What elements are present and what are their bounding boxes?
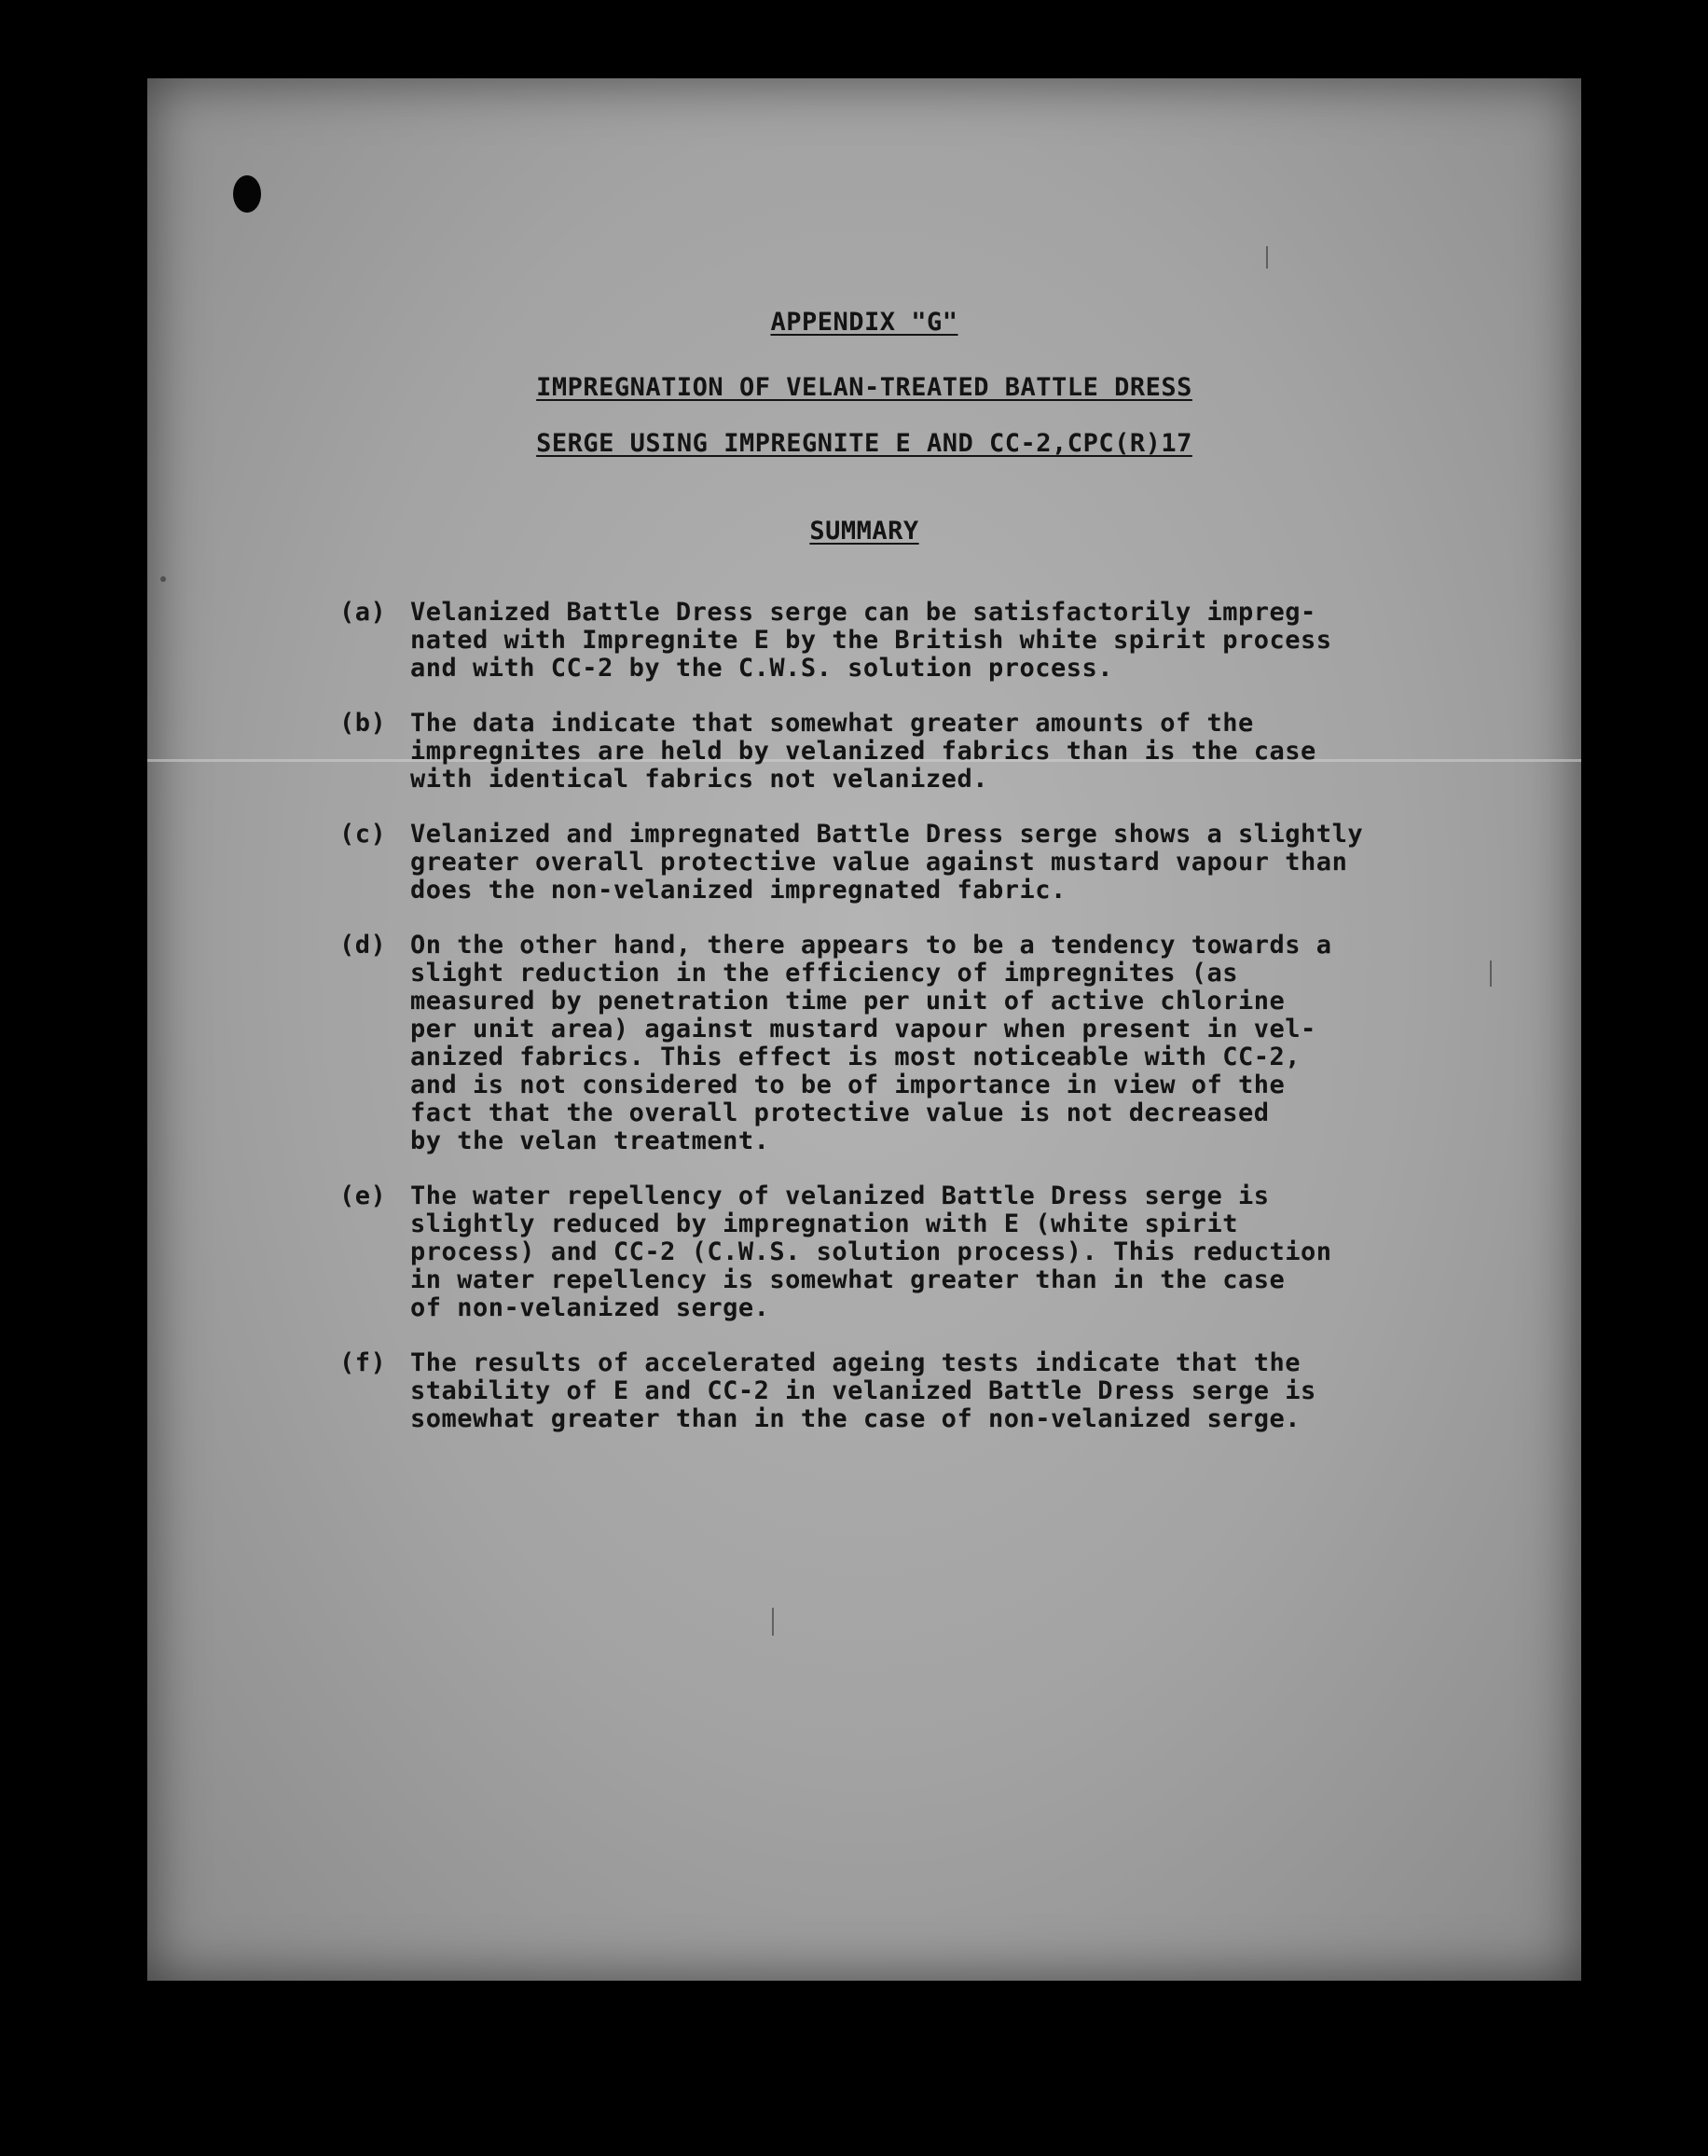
title-line-1: IMPREGNATION OF VELAN-TREATED BATTLE DRESS — [536, 373, 1192, 402]
item-label: (d) — [339, 931, 387, 960]
summary-heading: SUMMARY — [809, 517, 919, 546]
item-text: On the other hand, there appears to be a tendency towards a slight reduction in the efficiency of impregnites (as measured by penetration time per unit of active chlorine per unit area) against mustard vapour when present in vel- anized fabrics. This effect is most noticeable with CC-2, and is not considered to be of importance in view of the fact that the overall protective value is not decreased by the velan treatment. — [410, 931, 1332, 1155]
scan-mark — [160, 576, 166, 582]
item-label: (c) — [339, 820, 387, 849]
document-page — [147, 78, 1581, 1981]
item-label: (e) — [339, 1182, 387, 1210]
scan-mark — [772, 1608, 774, 1636]
punch-hole — [233, 175, 261, 213]
item-text: The data indicate that somewhat greater amounts of the impregnites are held by velanized fabrics than is the case with identical fabrics not velanized. — [410, 709, 1316, 794]
item-label: (f) — [339, 1348, 387, 1377]
item-text: Velanized Battle Dress serge can be satisfactorily impreg- nated with Impregnite E by the British white spirit process and with CC-2 by the C.W.S. solution process. — [410, 598, 1332, 683]
summary-list — [339, 599, 1626, 1460]
list-item — [339, 1182, 1626, 1322]
list-item — [339, 599, 1626, 683]
item-label: (b) — [339, 709, 387, 738]
item-text: Velanized and impregnated Battle Dress serge shows a slightly greater overall protective value against mustard vapour than does the non-velanized impregnated fabric. — [410, 820, 1364, 905]
item-text: The water repellency of velanized Battle Dress serge is slightly reduced by impregnation with E (white spirit process) and CC-2 (C.W.S. solution process). This reduction in water repellency is somewhat greater than in the case of non-velanized serge. — [410, 1182, 1332, 1322]
scan-mark — [1266, 246, 1268, 269]
title-line-2: SERGE USING IMPREGNITE E AND CC-2,CPC(R)17 — [536, 429, 1192, 458]
item-text: The results of accelerated ageing tests indicate that the stability of E and CC-2 in velanized Battle Dress serge is somewhat greater than in the case of non-velanized serge. — [410, 1348, 1316, 1433]
list-item — [339, 710, 1626, 794]
list-item — [339, 932, 1626, 1155]
item-label: (a) — [339, 598, 387, 627]
appendix-heading: APPENDIX "G" — [770, 308, 958, 337]
list-item — [339, 1349, 1626, 1433]
list-item — [339, 821, 1626, 905]
